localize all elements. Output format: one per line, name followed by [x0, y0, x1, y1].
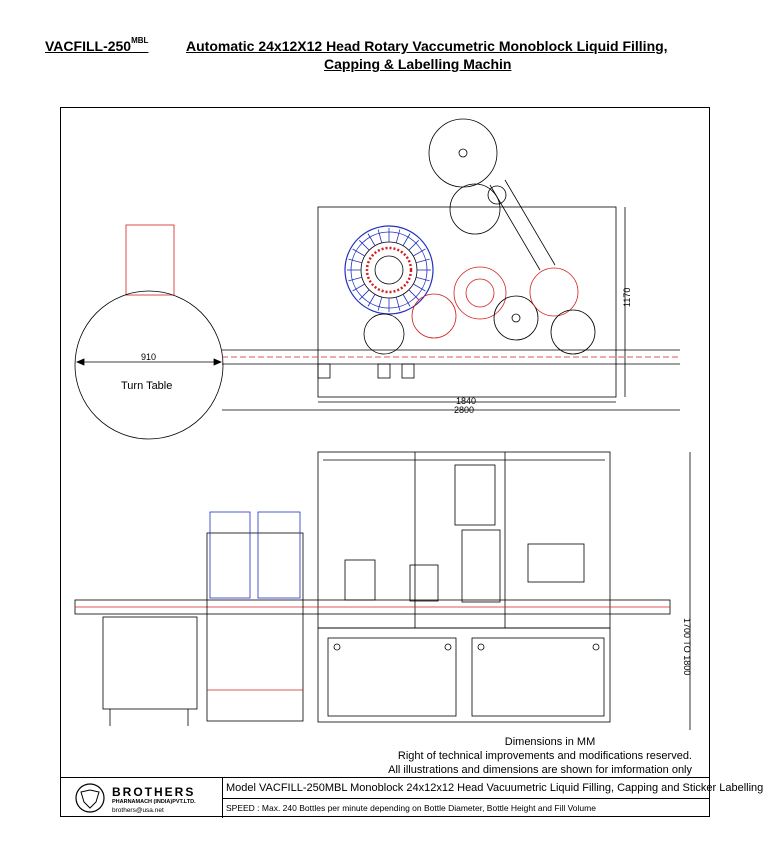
label-reel — [429, 119, 497, 187]
turret-spoke — [359, 290, 369, 300]
capping-head — [462, 530, 500, 602]
dim-1840: 1840 — [456, 396, 477, 406]
model-suffix: MBL — [131, 36, 149, 45]
model-description: Model VACFILL-250MBL Monoblock 24x12x12 Head Vacuumetric Liquid Filling, Capping and Sticker Labelling — [226, 782, 764, 794]
star-wheel-4 — [364, 314, 404, 354]
guard-cabinet — [318, 452, 610, 628]
filling-nozzles-2 — [410, 565, 438, 601]
door-screw — [478, 644, 484, 650]
speed-description: SPEED : Max. 240 Bottles per minute depending on Bottle Diameter, Bottle Height and Fill Volume — [226, 803, 596, 813]
turret-spoke — [396, 297, 400, 311]
turret-spoke — [416, 277, 430, 281]
turret-spoke — [378, 297, 382, 311]
capping-turret — [454, 267, 506, 319]
rewind-reel — [450, 184, 500, 234]
guide-roller — [488, 186, 506, 204]
tank-1 — [210, 512, 250, 598]
cabinet-door-left — [328, 638, 456, 716]
title-block — [60, 777, 764, 818]
door-screw — [593, 644, 599, 650]
turret-spoke — [378, 229, 382, 243]
turret-spoke — [409, 240, 419, 250]
turret-spoke — [348, 277, 362, 281]
turn-table-label: Turn Table — [121, 380, 173, 392]
dim-2800: 2800 — [454, 405, 475, 415]
turret-spoke — [416, 259, 430, 263]
title-block-row-divider — [222, 798, 710, 799]
door-screw — [445, 644, 451, 650]
turn-table-base — [103, 617, 197, 709]
tank-2 — [258, 512, 300, 598]
dim-910: 910 — [141, 352, 157, 362]
turret-spoke — [359, 240, 369, 250]
star-wheel-2 — [494, 296, 538, 340]
note-rights: Right of technical improvements and modifications reserved. — [397, 750, 692, 762]
brand-name: BROTHERS — [112, 785, 196, 799]
cabinet-door-right — [472, 638, 604, 716]
foot-2 — [378, 364, 390, 378]
arrow-left — [77, 359, 84, 365]
note-illustrations: All illustrations and dimensions are shown for imformation only — [388, 764, 692, 776]
star-wheel-3 — [551, 310, 595, 354]
capping-turret-inner — [466, 279, 494, 307]
foot-1 — [318, 364, 330, 378]
foot-3 — [402, 364, 414, 378]
turret-spokes — [347, 228, 431, 312]
turn-table-hopper — [126, 225, 174, 295]
brand-subtitle: PHARNAMACH (INDIA)PVT.LTD. — [112, 799, 196, 805]
door-screw — [334, 644, 340, 650]
turret-spoke — [396, 229, 400, 243]
lower-cabinet — [318, 628, 610, 722]
tank-stand — [207, 533, 303, 721]
turret-spoke — [409, 290, 419, 300]
capping-head-housing — [455, 465, 495, 525]
machine-base-outline — [318, 207, 616, 397]
turret-spoke — [348, 259, 362, 263]
label-reel-hub — [459, 149, 467, 157]
turn-table-circle — [75, 291, 223, 439]
star-wheel-1 — [412, 294, 456, 338]
star-wheel-2-hub — [512, 314, 520, 322]
dim-1170: 1170 — [622, 287, 632, 307]
brothers-logo-icon — [74, 782, 106, 814]
labelling-wheel — [530, 268, 578, 316]
title-line-1: Automatic 24x12X12 Head Rotary Vaccumetric Monoblock Liquid Filling, — [186, 38, 668, 54]
brand-email: brothers@usa.net — [112, 807, 164, 814]
arrow-right — [214, 359, 221, 365]
front-view — [75, 452, 690, 730]
title-line-2: Capping & Labelling Machin — [324, 56, 512, 72]
dim-height: 1700 TO 1800 — [682, 618, 692, 676]
model-code: VACFILL-$250^{MBL}$ — [45, 36, 149, 54]
note-dimensions: Dimensions in MM — [504, 736, 596, 748]
labeller-head — [528, 544, 584, 582]
filling-nozzles-1 — [345, 560, 375, 600]
